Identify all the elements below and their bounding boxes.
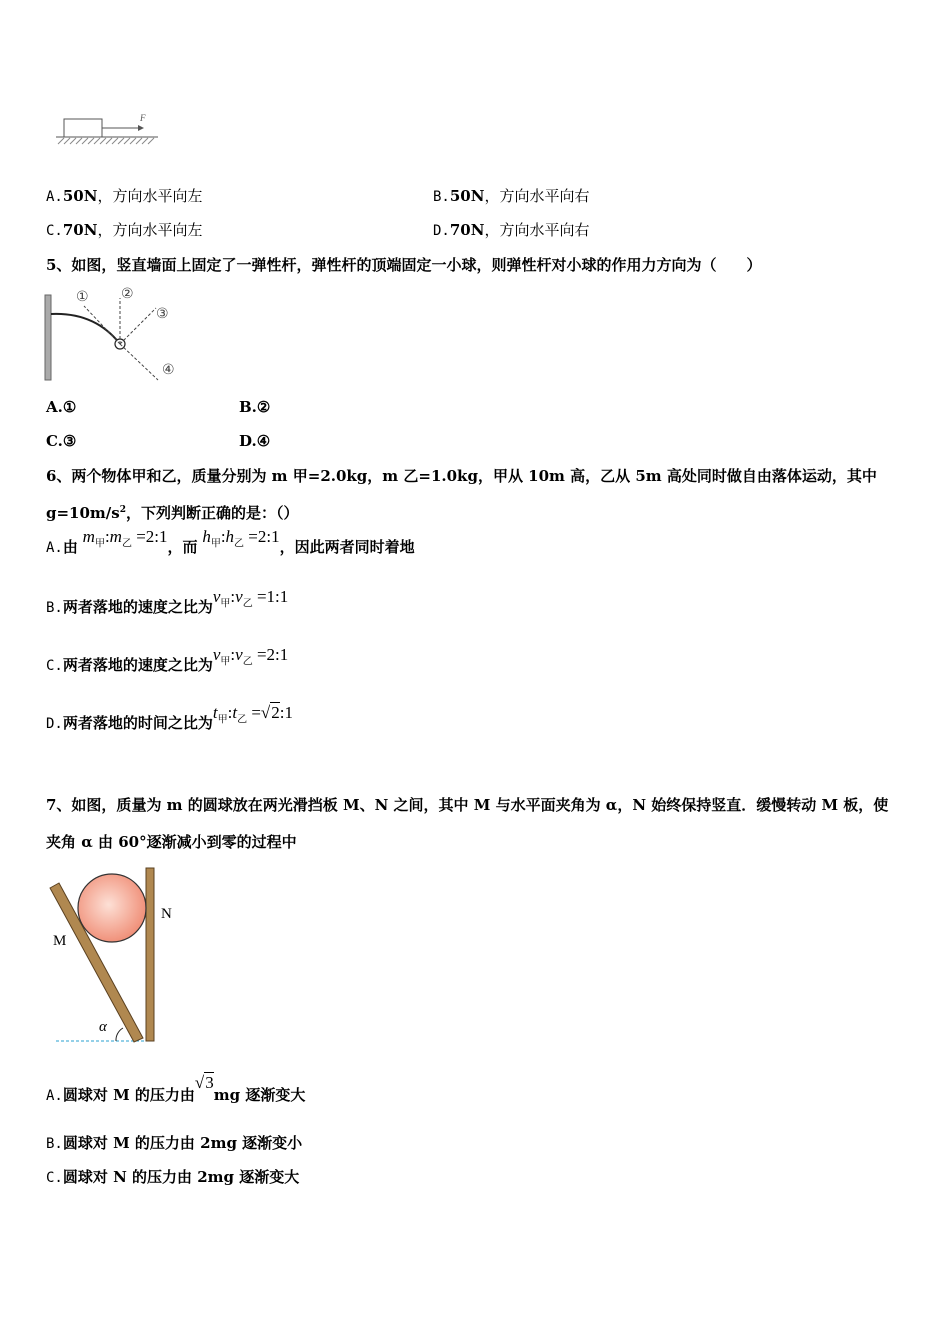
direction-label-4: ④ xyxy=(162,362,175,378)
q4-option-b: B.50N，方向水平向右 xyxy=(433,187,590,205)
label-m: M xyxy=(53,933,67,949)
q6-stem-line2: $g=10m/s^2$，下列判断正确的是：（） xyxy=(46,504,299,522)
direction-label-1: ① xyxy=(76,289,89,305)
force-label: F xyxy=(140,113,146,123)
q7-stem-line1: 7、如图，质量为 m 的圆球放在两光滑挡板 M、N 之间，其中 M 与水平面夹角为 α，N 始终保持竖直．缓慢转动 M 板，使 xyxy=(46,796,889,814)
q4-option-d: D.70N，方向水平向右 xyxy=(433,221,590,239)
direction-label-3: ③ xyxy=(156,306,169,322)
ball xyxy=(78,874,146,942)
q7-stem-line2: 夹角 α 由 60°逐渐减小到零的过程中 xyxy=(46,833,297,851)
elastic-rod-figure xyxy=(40,284,190,386)
ball-between-plates-figure xyxy=(50,864,190,1049)
q5-stem: 5、如图，竖直墙面上固定了一弹性杆，弹性杆的顶端固定一小球，则弹性杆对小球的作用力方向为（ ） xyxy=(46,256,762,274)
q6-option-a: A.由 $m_甲:m_乙$ =2:1，而 $h_甲:h_乙$ =2:1，因此两者同时着地 xyxy=(46,527,415,556)
q7-option-a: A.圆球对 M 的压力由√3mg 逐渐变大 xyxy=(46,1073,306,1104)
q6-option-c: C.两者落地的速度之比为$v_甲:v_乙$ =2:1 xyxy=(46,645,289,674)
q7-option-c: C.圆球对 N 的压力由 2mg 逐渐变大 xyxy=(46,1168,300,1186)
block-force-figure xyxy=(50,108,165,150)
q6-stem-line1: 6、两个物体甲和乙，质量分别为 m 甲=2.0kg，m 乙=1.0kg，甲从 10m 高，乙从 5m 高处同时做自由落体运动，其中 xyxy=(46,467,877,485)
q7-option-b: B.圆球对 M 的压力由 2mg 逐渐变小 xyxy=(46,1134,303,1152)
direction-label-2: ② xyxy=(121,286,134,302)
q6-option-b: B.两者落地的速度之比为$v_甲:v_乙$ =1:1 xyxy=(46,587,289,616)
q5-option-d: D.④ xyxy=(239,432,271,450)
label-alpha: α xyxy=(99,1019,107,1035)
q4-option-c: C.70N，方向水平向左 xyxy=(46,221,203,239)
q5-option-a: A.① xyxy=(46,398,77,416)
q4-option-a: A.50N，方向水平向左 xyxy=(46,187,203,205)
q6-option-d: D.两者落地的时间之比为$t_甲:t_乙$ =√2:1 xyxy=(46,703,293,732)
label-n: N xyxy=(161,906,172,922)
q5-option-b: B.② xyxy=(239,398,271,416)
q5-option-c: C.③ xyxy=(46,432,77,450)
